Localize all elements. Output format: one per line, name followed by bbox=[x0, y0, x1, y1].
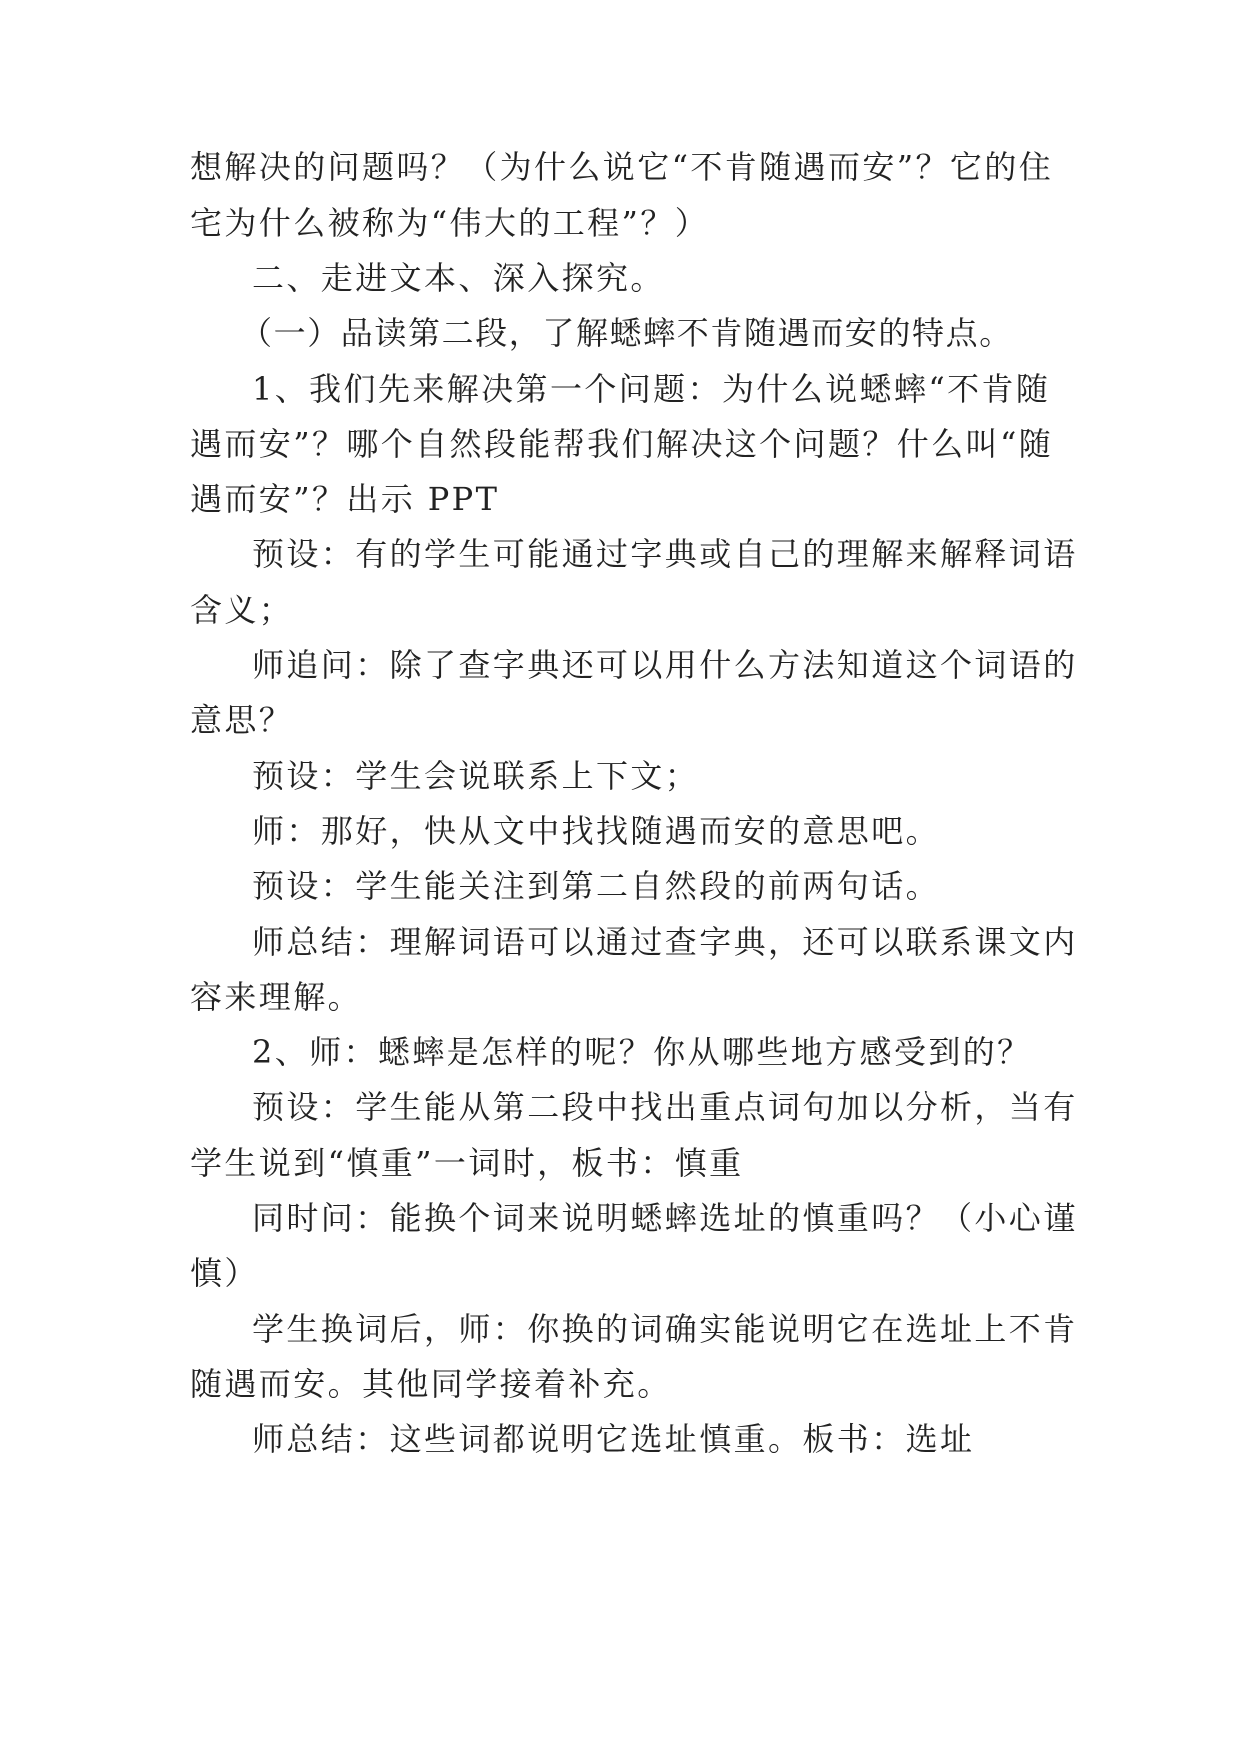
section-heading: 二、走进文本、深入探究。 bbox=[252, 259, 665, 297]
text-line-17: 2、师：蟋蟀是怎样的呢？你从哪些地方感受到的？ bbox=[252, 1033, 1032, 1071]
text-line-5: 1、我们先来解决第一个问题：为什么说蟋蟀“不肯随 bbox=[252, 370, 1051, 408]
text-line-7: 遇而安”？出示 PPT bbox=[190, 480, 500, 518]
text-line-10: 师追问：除了查字典还可以用什么方法知道这个词语的 bbox=[252, 646, 1078, 684]
subsection-heading: （一）品读第二段，了解蟋蟀不肯随遇而安的特点。 bbox=[240, 314, 1013, 352]
text-line-13: 师：那好，快从文中找找随遇而安的意思吧。 bbox=[252, 812, 941, 850]
text-line-20: 同时问：能换个词来说明蟋蟀选址的慎重吗？（小心谨 bbox=[252, 1199, 1078, 1237]
text-line-8: 预设：有的学生可能通过字典或自己的理解来解释词语 bbox=[252, 535, 1078, 573]
text-line-12: 预设：学生会说联系上下文； bbox=[252, 757, 700, 795]
text-line-19: 学生说到“慎重”一词时，板书：慎重 bbox=[190, 1144, 744, 1182]
text-line-21: 慎） bbox=[190, 1254, 259, 1292]
text-line-16: 容来理解。 bbox=[190, 978, 363, 1016]
text-line-14: 预设：学生能关注到第二自然段的前两句话。 bbox=[252, 867, 941, 905]
text-line-15: 师总结：理解词语可以通过查字典，还可以联系课文内 bbox=[252, 923, 1078, 961]
text-line-6: 遇而安”？哪个自然段能帮我们解决这个问题？什么叫“随 bbox=[190, 425, 1054, 463]
text-line-11: 意思？ bbox=[190, 701, 294, 739]
text-line-1: 想解决的问题吗？（为什么说它“不肯随遇而安”？它的住 bbox=[190, 148, 1054, 186]
text-line-2: 宅为什么被称为“伟大的工程”？） bbox=[190, 204, 710, 242]
text-line-9: 含义； bbox=[190, 591, 294, 629]
text-line-23: 随遇而安。其他同学接着补充。 bbox=[190, 1365, 672, 1403]
text-line-22: 学生换词后，师：你换的词确实能说明它在选址上不肯 bbox=[252, 1310, 1078, 1348]
text-line-24: 师总结：这些词都说明它选址慎重。板书：选址 bbox=[252, 1420, 975, 1458]
text-line-18: 预设：学生能从第二段中找出重点词句加以分析，当有 bbox=[252, 1088, 1078, 1126]
